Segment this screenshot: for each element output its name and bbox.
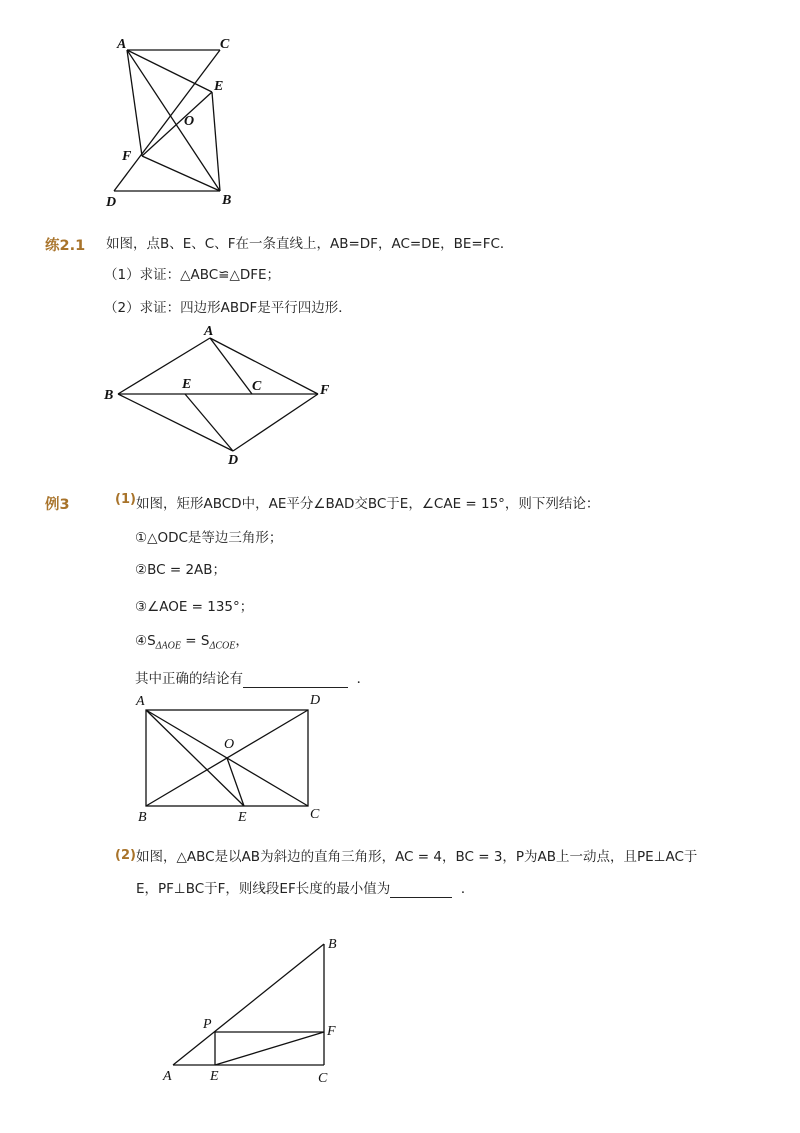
figure-quadrilateral-abdf [100, 320, 340, 470]
label-F: F [327, 1024, 336, 1039]
label-B: B [328, 937, 337, 952]
label-C: C [318, 1071, 328, 1086]
figure-rectangle-abcd [130, 690, 330, 825]
label-E: E [238, 810, 247, 825]
conclusion-4 [135, 632, 249, 656]
label-D: D [310, 693, 321, 708]
label-B: B [222, 193, 232, 208]
label-F: F [122, 149, 132, 164]
label-B: B [104, 388, 114, 403]
part2-answer-blank[interactable] [390, 883, 452, 898]
conclusion-1: ①△ODC是等边三角形； [135, 530, 283, 546]
label-C: C [252, 379, 262, 394]
label-E: E [210, 1069, 219, 1084]
label-E: E [182, 377, 192, 392]
conclusion-4-sub1: ΔAOE [155, 640, 181, 652]
label-A: A [136, 694, 145, 709]
label-O: O [224, 737, 235, 752]
exercise-question-1: （1）求证：△ABC≌△DFE； [104, 267, 281, 283]
part1-tag: (1) [115, 492, 136, 507]
answer-line [135, 670, 370, 688]
label-C: C [310, 807, 320, 822]
label-C: C [220, 37, 230, 52]
figure-parallelogram-diagonals [100, 30, 260, 215]
part2-tag: (2) [115, 848, 136, 863]
label-O: O [184, 114, 195, 129]
exercise-tag: 练2.1 [45, 238, 86, 254]
part2-line-2-text: E，PF⊥BC于F，则线段EF长度的最小值为 [136, 881, 391, 897]
label-P: P [203, 1017, 212, 1032]
label-A: A [204, 324, 214, 339]
conclusion-2: ②BC = 2AB； [135, 562, 227, 578]
answer-blank[interactable] [243, 673, 348, 688]
label-F: F [320, 383, 330, 398]
exercise-question-2: （2）求证：四边形ABDF是平行四边形． [104, 300, 352, 316]
part2-end: ． [460, 881, 475, 897]
label-B: B [138, 810, 147, 825]
answer-end: ． [356, 671, 371, 687]
label-A: A [163, 1069, 172, 1084]
figure-right-triangle-abc [158, 930, 358, 1090]
conclusion-4-mid: = S [180, 633, 210, 649]
label-D: D [228, 453, 239, 468]
label-D: D [106, 195, 117, 210]
conclusion-4-prefix: ④S [135, 633, 156, 649]
label-A: A [117, 37, 127, 52]
conclusion-4-sub2: ΔCOE [209, 640, 236, 652]
example-tag: 例3 [45, 497, 70, 513]
conclusion-4-end: ， [235, 633, 249, 649]
exercise-stem: 如图，点B、E、C、F在一条直线上，AB=DF，AC=DE，BE=FC． [106, 236, 514, 252]
label-E: E [214, 79, 224, 94]
part2-line-2 [136, 880, 474, 898]
part2-line-1: 如图，△ABC是以AB为斜边的直角三角形，AC = 4，BC = 3，P为AB上一动点，且PE⊥AC于 [136, 849, 698, 865]
answer-label: 其中正确的结论有 [135, 671, 243, 687]
part1-stem: 如图，矩形ABCD中，AE平分∠BAD交BC于E，∠CAE = 15°，则下列结论： [136, 496, 600, 512]
conclusion-3: ③∠AOE = 135°； [135, 599, 254, 615]
